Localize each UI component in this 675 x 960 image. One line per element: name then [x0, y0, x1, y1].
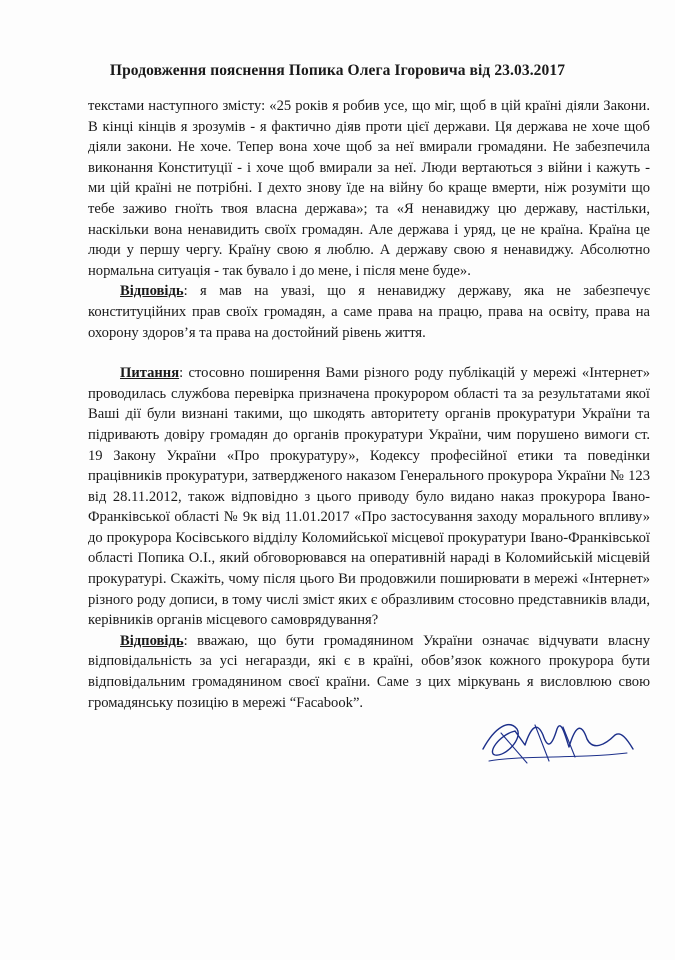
quote-paragraph: текстами наступного змісту: «25 років я робив усе, що міг, щоб в цій країні діяли Закони. В кінці кінців я зрозумів - я фактично діяв проти цієї держави. Ця держава не хоче щоб діяли закони. Не хоче. Тепер вона хоче щоб за неї вмирали громадяни. Не забезпечила виконання Конституції - і хоче щоб вмирали за неї. Люди вертаються з війни і кажуть - ми цій країні не потрібні. І дехто знову їде на війну бо краще вмерти, ніж розуміти що тебе заживо гноїть твоя власна держава»; та «Я ненавиджу цю державу, настільки, наскільки вона ненавидить своїх громадян. Але держава і уряд, це не країна. Країна це люди у першу чергу. Країну свою я люблю. А державу свою я ненавиджу. Абсолютно нормальна ситуація - так бувало і до мене, і після мене буде».: [88, 98, 650, 279]
paragraph-gap: [88, 343, 650, 363]
handwritten-signature: [465, 705, 645, 775]
answer-label-1: Відповідь: [120, 283, 184, 300]
document-body: [88, 96, 650, 713]
answer-paragraph-1: [88, 281, 650, 343]
answer-label-2: Відповідь: [120, 632, 184, 649]
answer-paragraph-2: [88, 631, 650, 713]
answer-text-2: : вважаю, що бути громадянином України означає відчувати власну відповідальність за усі негаразди, які є в країні, обов’язок кожного прокурора бути відповідальним громадянином своєї країни. Саме з цих міркувань я висловлюю свою громадянську позицію в мережі “Facabook”.: [88, 632, 650, 711]
answer-text-1: : я мав на увазі, що я ненавиджу державу, яка не забезпечує конституційних прав своїх громадян, а саме права на працю, права на освіту, права на охорону здоров’я та права на достойний рівень життя.: [88, 283, 650, 341]
question-text: : стосовно поширення Вами різного роду публікацій у мережі «Інтернет» проводилась службова перевірка призначена прокурором області та за результатами якої Ваші дії були визнані такими, що шкодять авторитету органів прокуратури України та підривають довіру громадян до органів прокуратури України, чим порушено вимоги ст. 19 Закону України «Про прокуратуру», Кодексу професійної етики та поведінки працівників прокуратури, затвердженого наказом Генерального прокурора України № 123 від 28.11.2012, також відповідно з цього приводу було видано наказ прокурора Івано-Франківської області № 9к від 11.01.2017 «Про застосування заходу морального впливу» до прокурора Косівського відділу Коломийської місцевої прокуратури Івано-Франківської області Попика О.І., який обговорювався на оперативній нараді в Коломийській місцевій прокуратурі. Скажіть, чому після цього Ви продовжили поширювати в мережі «Інтернет» різного роду дописи, в тому числі зміст яких є образливим стосовно представників влади, керівників органів місцевого самоврядування?: [88, 365, 650, 629]
document-title: Продовження пояснення Попика Олега Ігоровича від 23.03.2017: [109, 62, 566, 79]
question-paragraph: [88, 363, 650, 631]
question-label: Питання: [120, 365, 180, 382]
